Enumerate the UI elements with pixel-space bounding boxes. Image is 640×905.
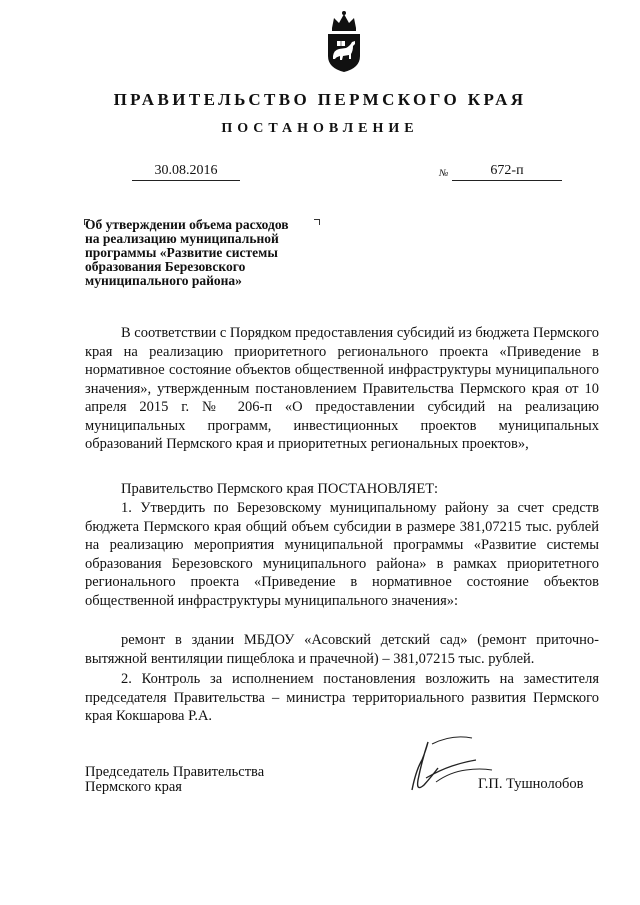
signatory-title-line: Председатель Правительства xyxy=(85,764,265,780)
item-1-detail-paragraph: ремонт в здании МБДОУ «Асовский детский сад» (ремонт приточно-вытяжной вентиляции пищеблока и прачечной) – 381,07215 тыс. рублей. xyxy=(85,632,599,667)
date-underline xyxy=(132,180,240,181)
subject-line: на реализацию муниципальной xyxy=(85,231,279,246)
resolves-paragraph: Правительство Пермского края ПОСТАНОВЛЯЕТ: xyxy=(121,481,439,497)
org-name: ПРАВИТЕЛЬСТВО ПЕРМСКОГО КРАЯ xyxy=(113,90,527,109)
subject-line: муниципального района» xyxy=(85,273,242,288)
item-1-paragraph: 1. Утвердить по Березовскому муниципальному району за счет средств бюджета Пермского края общий объем субсидии в размере 381,07215 тыс. рублей на реализацию мероприятия муниципальной программы «Развитие системы образования Березовского муниципального района» в рамках приоритетного регионального проекта «Приведение в нормативное состояние объектов общественной инфраструктуры муниципального значения»: xyxy=(85,500,599,609)
coat-of-arms-icon xyxy=(324,10,364,74)
subject-line: программы «Развитие системы xyxy=(85,245,278,260)
doc-date: 30.08.2016 xyxy=(154,163,218,178)
item-2-paragraph: 2. Контроль за исполнением постановления возложить на заместителя председателя Правительства – министра территориального развития Пермского края Кокшарова Р.А. xyxy=(85,671,599,724)
number-sign: № xyxy=(439,168,449,179)
subject-line: Об утверждении объема расходов xyxy=(85,217,289,232)
subject-line: образования Березовского xyxy=(85,259,246,274)
doc-type: ПОСТАНОВЛЕНИЕ xyxy=(221,121,419,136)
signatory-name: Г.П. Тушнолобов xyxy=(478,776,584,792)
number-underline xyxy=(452,180,562,181)
signatory-title xyxy=(85,765,264,795)
subject-block xyxy=(85,218,345,288)
doc-number: 672-п xyxy=(490,163,524,178)
preamble-paragraph: В соответствии с Порядком предоставления субсидий из бюджета Пермского края на реализацию приоритетного регионального проекта «Приведение в нормативное состояние объектов общественной инфраструктуры муниципального значения», утвержденным постановлением Правительства Пермского края от 10 апреля 2015 г. № 206-п «О предоставлении субсидий на реализацию муниципальных программ, инвестиционных проектов муниципальных образований Пермского края и приоритетных региональных проектов», xyxy=(85,325,599,452)
signatory-title-line: Пермского края xyxy=(85,779,182,795)
